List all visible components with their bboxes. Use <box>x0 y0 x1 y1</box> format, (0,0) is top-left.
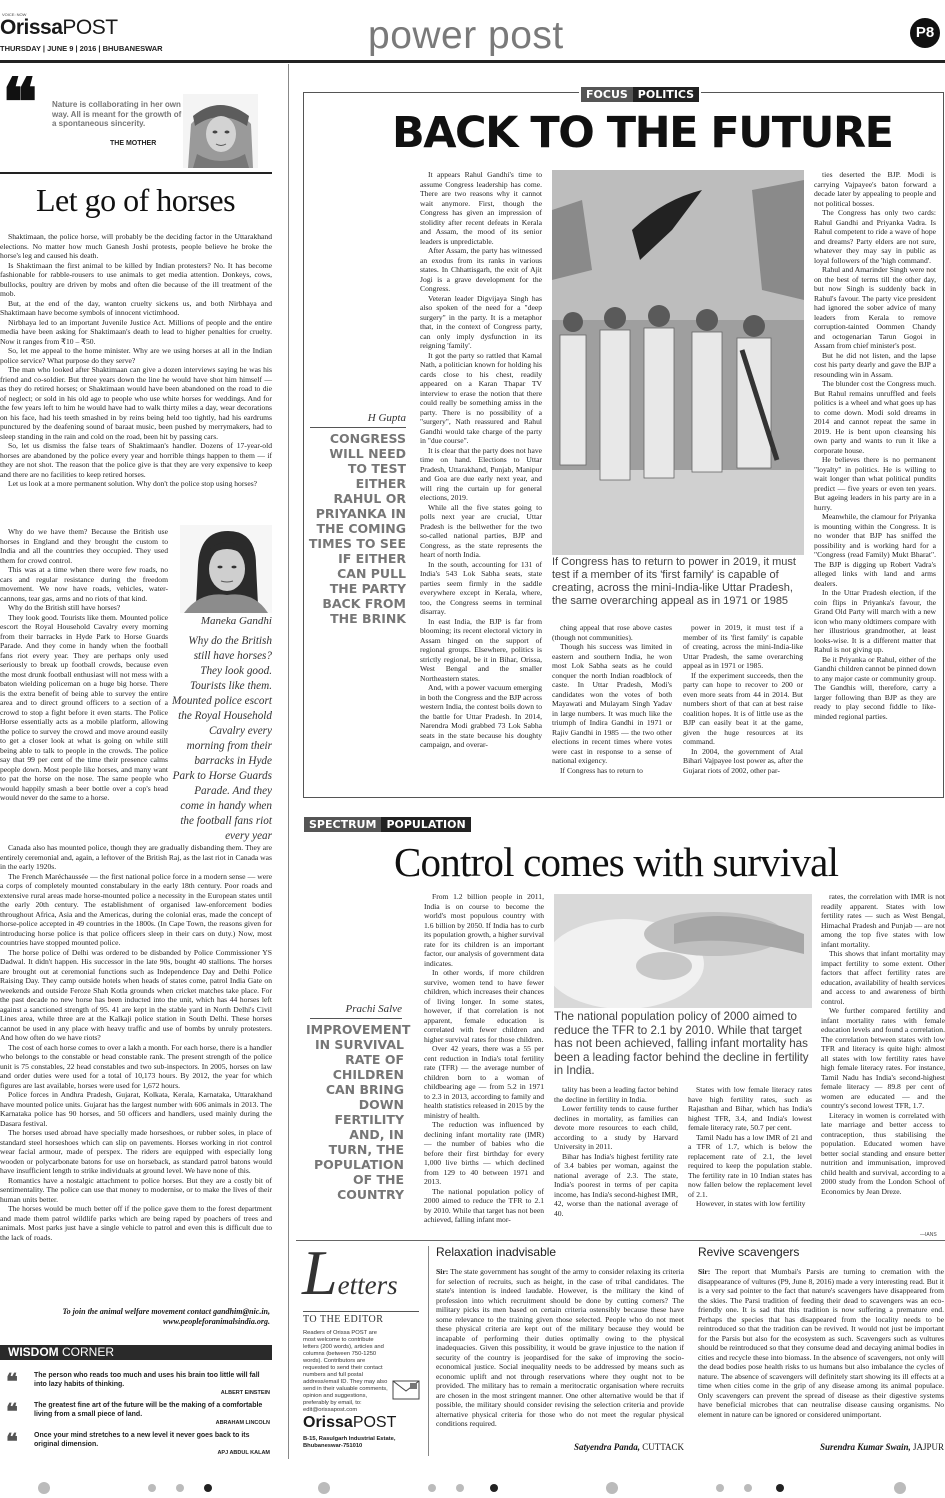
letters-logo-orissa: Orissa <box>303 1414 353 1431</box>
letter-1-signature: Satyendra Panda, <box>573 1442 640 1452</box>
control-byline: Prachi Salve <box>345 1003 402 1015</box>
reg-dot <box>456 1484 464 1492</box>
horses-paragraph: So, let me appeal to the home minister. Why are we using horses at all in the Indian police service? What purpose do they serve? <box>0 346 272 365</box>
future-paragraph: ties deserted the BJP. Modi is carrying Vajpayee's baton forward a decade later by appealing to people and not political bosses. <box>814 170 936 208</box>
maneka-gandhi-byline: Maneka Gandhi <box>200 615 272 627</box>
future-paragraph: It appears Rahul Gandhi's time to assume Congress leadership has come. There are two reasons why it cannot wait anymore. First, though the Congress has given an impression of stolidity after recent defeats in Kerala and Assam, the mood of its senior leaders is unpredictable. <box>420 170 542 246</box>
control-column-4 <box>821 892 945 1196</box>
letter-2-place: JAJPUR <box>912 1442 944 1452</box>
future-photo-caption: If Congress has to return to power in 2019, it must test if a member of its 'first family' is capable of creating, across the mini-India-like Uttar Pradesh, the same overarching appeal as in 1971 or 1985 <box>552 556 796 607</box>
baby-hands-photo <box>554 894 812 1008</box>
horses-paragraph: Police forces in Andhra Pradesh, Gujarat, Kolkata, Kerala, Karnataka, Uttarakhand have mounted police units. Gujarat has the largest number with 606 animals in 2013. The Karnataka police has 90 horses, and 50 officers and handlers, used mainly during the Dasara festival. <box>0 1090 272 1128</box>
control-paragraph: Tamil Nadu has a low IMR of 21 and a TFR of 1.7, which is below the replacement rate of 2.1, the level required to keep the population stable. The fertility rate in 10 Indian states has now fallen below the replacement level of 2.1. <box>688 1132 812 1199</box>
letter-2-body <box>698 1267 944 1419</box>
letters-title: etters <box>337 1270 398 1300</box>
reg-dot <box>606 1482 618 1494</box>
horses-body-bottom <box>0 843 272 1242</box>
masthead-brand <box>0 12 118 39</box>
letters-blurb: Readers of Orissa POST are most welcome to contribute letters (200 words), articles and columns (between 750-1250 words). Contributors are requested to send their contact numbers and full postal address/email ID. They may also send in their valuable comments, opinion and suggestions, preferably by email, to: edit@orissapost.com <box>303 1330 388 1413</box>
control-rule <box>310 1018 402 1019</box>
control-photo-caption: The national population policy of 2000 aimed to reduce the TFR to 2.1 by 2010. While that target has not been achieved, falling infant mortality has been a leading factor behind the decline in fertility in India. <box>554 1010 809 1077</box>
the-mother-photo <box>183 94 258 168</box>
wisdom-title-b: CORNER <box>62 1345 115 1359</box>
quote-author: THE MOTHER <box>110 140 157 147</box>
letter-2-title: Revive scavengers <box>698 1245 800 1259</box>
wisdom-corner-header <box>0 1345 272 1360</box>
wisdom-quote-author: ABRAHAM LINCOLN <box>215 1420 270 1426</box>
horses-body-top <box>0 232 272 489</box>
wisdom-quote-text: Once your mind stretches to a new level it never goes back to its original dimension. <box>34 1432 250 1448</box>
future-column-3 <box>683 623 803 775</box>
letters-logo <box>303 1414 396 1432</box>
horses-paragraph: The horses would be much better off if the police gave them to the forest department and made them patrol wildlife parks which are being raped by poachers of trees and animals. Most parks just have a single vehicle to patrol and even this is difficult due to the lack of roads. <box>0 1204 272 1242</box>
horses-paragraph: They look good. Tourists like them. Mounted police escort the Royal Household Cavalry every morning from their barracks in Hyde Park to Horse Guards Parade. And they come in handy when the football fans riot every year. They are perhaps only used seriously to break up football crowds, because even the most drunk football enthusiast will not mess with a baton wielding policeman on a huge big horse. There is the extra benefit of being able to survey the entire area and to direct ground officers to a section of a crowd to stop a fight before it even starts. The Police Horse essentially acts as a mobile platform, allowing the police to survey the crowd and move around easily to get a closer look at what is going on while still being able to talk to people in the crowds. The police say that 99 per cent of the time their presence calms people down. Most people like horses, and many want to pat the horse on the nose. The same people who would happily smash a beer bottle over a cop's head would never do the same to a horse. <box>0 612 168 802</box>
letters-masthead <box>302 1237 398 1308</box>
control-paragraph: Lower fertility tends to cause further declines in mortality, as families can devote more resources to each child, according to a study by Harvard University in 2011. <box>554 1104 678 1151</box>
control-end-mark: —IANS <box>920 1232 937 1238</box>
letter-1-place: CUTTACK <box>642 1442 684 1452</box>
letter-1-salutation: Sir: <box>436 1267 449 1276</box>
reg-dot <box>148 1484 156 1492</box>
control-column-3 <box>688 1085 812 1209</box>
quote-open-icon: ❝ <box>2 63 38 141</box>
horses-paragraph: The French Maréchaussée — the first national police force in a modern sense — were a corps of completely mounted constabulary in the early 18th century. Poor roads and extensive rural areas made horse-mounted police a necessity in the European states until the early 20th century. The establishment of organised law-enforcement bodies throughout Africa, Asia and the Americas, during the colonial eras, made the concept of horse-police accepted in 49 countries in the 1800s. (In Cape Town, the reasons given for introducing horse police is that police officers sleep in their cars on duty.) Now, most countries have stopped mounted police. <box>0 871 272 947</box>
horses-paragraph: The horses used abroad have specially made horseshoes, or rubber soles, in place of standard steel horseshoes which can slip on pavements. Horses working in riot control wear facial armour, made of perspex. The riders are equipped with especially long wooden or polycarbonate batons for use on horseback, as standard patrol batons would have insufficient length to strike individuals at ground level. We have none of this. <box>0 1128 272 1175</box>
quote-rule <box>0 172 272 174</box>
future-paragraph: In 2004, the government of Atal Bihari Vajpayee lost power as, after the Gujarat riots of 2002, other par- <box>683 746 803 775</box>
future-paragraph: After Assam, the party has witnessed an exodus from its ranks in various states. In Chhattisgarh, the exit of Ajit Jogi is a grave development for the Congress. <box>420 246 542 293</box>
horses-paragraph: So, let us dismiss the false tears of Shaktimaan's handler. Dozens of 17-year-old horses are abandoned by the police every year and horrible things happen to them — if they are not shot. The reason that the police give is that they are very expensive to keep and there are no facilities to keep retired horses. <box>0 441 272 479</box>
future-paragraph: ching appeal that rose above castes (though not communities). <box>552 623 672 642</box>
control-side-quote: IMPROVEMENT IN SURVIVAL RATE OF CHILDREN CAN BRING DOWN FERTILITY AND, IN TURN, THE POPULATION OF THE COUNTRY <box>306 1022 411 1202</box>
letter-1-body <box>436 1267 684 1429</box>
control-paragraph: States with low female literacy rates have high fertility rates, such as Rajasthan and Bihar, which has India's highest TFR, 3.4, and India's lowest female literacy rate, 50.7 per cent. <box>688 1085 812 1132</box>
future-headline: BACK TO THE FUTURE <box>392 108 893 158</box>
wisdom-quote-icon: ❝ <box>6 1369 18 1395</box>
future-rule <box>310 427 406 428</box>
future-paragraph: In the south, accounting for 131 of India's 543 Lok Sabha seats, state parties seem firmly in the saddle everywhere except in Kerala, where, too, the Congress seems in terminal disarray. <box>420 559 542 616</box>
letter-1-title: Relaxation inadvisable <box>436 1245 557 1259</box>
future-column-4 <box>814 170 936 721</box>
future-paragraph: And, with a power vacuum emerging in both the Congress and the BJP across western India, the contest boils down to the battle for Uttar Pradesh. In 2014, Narendra Modi grabbed 73 Lok Sabha seats in the state because his doughty campaign, and overar- <box>420 683 542 749</box>
future-paragraph: The blunder cost the Congress much. But Rahul remains unruffled and feels politics is a wheel and what goes up has to come down. Modi sold dreams in 2014 and cannot repeat the same in 2019. He is bent upon cleansing his own party and wants to run it like a corporate house. <box>814 379 936 455</box>
letters-top-rule <box>296 1240 945 1241</box>
horses-paragraph: The cost of each horse comes to over a lakh a month. For each horse, there is a handler who belongs to the constable or head constable rank. The present strength of the police unit is 75 constables, 22 head constables and two sub-inspectors. In 2005, horses on law and order duties were used for a total of 10,173 hours. By 2012, the year for which figures are last available, horses were used for 1,672 hours. <box>0 1042 272 1090</box>
tag-politics: POLITICS <box>633 87 699 102</box>
future-paragraph: While all the five states going to polls next year are crucial, Uttar Pradesh is the bellwether for the two so-called national parties, BJP and Congress, as the state represents the heart of north India. <box>420 502 542 559</box>
contact-line-2: www.peopleforanimalsindia.org. <box>162 1317 270 1326</box>
letter-1-text: The state government has sought of the army to consider relaxing its criteria for selection of recruits, such as height, in the case of tribal candidates. The state's intention is indeed laudable. However, is the military the kind of profession into which recruitment should be done by cutting corners? The military picks its men based on certain criteria ostensibly because these have some relevance to the training given those selected. People who do not meet these physical criteria are kept out of the military because they would be incapable of performing their duties optimally owing to the physical inadequacies. Given this possibility, it would be grave injustice to the nation if security of the country is jeopardised for the sake of improving the socio-economical justice. Social inequality needs to be addressed by means such as economic uplift and not through reservations where they ought not to be provided. The military has to remain a meritocratic organisation where recruits are chosen in the most stringent manner. One other alternative would be that if possible, the military should consider revising the selection criteria and provide alternative physical criteria for those who do not meet the regular physical conditions required. <box>436 1267 684 1428</box>
future-column-1 <box>420 170 542 750</box>
section-title: power post <box>368 14 564 57</box>
horses-paragraph: The man who looked after Shaktimaan can give a dozen interviews saying he was his friend and co-soldier. But three years down the line he would have shot him himself — as they do retired horses; or Shaktimaan would have been abandoned on the road to die of neglect; or sold in his old age to people who use white horses for weddings. And for the few years left to him he would have had to walk thirty miles a day, wear decorations on his face, had his teeth smashed in by reins being held too tightly, had his eardrums punctured by the deafening sound of baraat music, been pushed by merrymakers, had to sleep standing in the rain and cold on the road, been hit by passing cars. <box>0 365 272 441</box>
column-divider <box>288 64 289 1459</box>
tag-focus: FOCUS <box>581 87 633 102</box>
control-paragraph: The national population policy of 2000 aimed to reduce the TFR to 2.1 by 2010. While that target has not been achieved, falling infant mor- <box>424 1186 544 1224</box>
control-paragraph: Bihar has India's highest fertility rate of 3.4 babies per woman, against the national average of 2.3. The state, India's poorest in terms of per capita income, has India's second-highest IMR, 42, worse than the national average of 40. <box>554 1151 678 1218</box>
letter-2-salutation: Sir: <box>698 1267 711 1276</box>
wisdom-quote <box>34 1402 270 1428</box>
future-column-2 <box>552 623 672 775</box>
future-paragraph: If Congress has to return to <box>560 765 643 775</box>
control-paragraph: tality has been a leading factor behind the decline in fertility in India. <box>554 1085 678 1104</box>
control-paragraph: From 1.2 billion people in 2011, India is on course to become the world's most populous country with 1.6 billion by 2050. If India has to curb its population growth, a higher survival rate for its children is an important factor, our analysis of government data indicates. <box>424 892 544 968</box>
quote-text: Nature is collaborating in her own way. All is meant for the growth of a spontaneous sincerity. <box>52 100 182 128</box>
horses-paragraph: This was at a time when there were few roads, no cars and regular resistance during the freedom movement. We now have roads, vehicles, water-cannons, tear gas, arms and no riots of that kind. <box>0 565 168 603</box>
letter-2-text: The report that Mumbai's Parsis are turning to cremation with the disappearance of vultures (P9, June 8, 2016) made a very interesting read. But it is a very sad pointer to the fact that nature's scavengers have disappeared from the skies. The Parsi tradition of feeding their dead to scavengers was an eco-friendly one. It is sad that this tradition is now suffering a premature end. Perhaps the species that has disappeared from the locality needs to be reintroduced so that the tradition can be revived. It would not just be important for the Parsis but also for the ecosystem as such. Scavengers such as vultures should be reintroduced so that they consume dead and decaying animal bodies in cities and recycle these into biomass. In the absence of scavengers, not only will the dead bodies pose health risks to us humans but also imbalance the cycles of nature. The absence of scavengers will definitely start showing its ill effects at a time when cities come in the grip of any disease among its animal populace. Only scavengers can prevent the spread of disease as their digestive systems have beneficial microbes that can neutralise disease causing organisms. No element in nature can be ignored or considered unimportant. <box>698 1267 945 1419</box>
letter-1-signoff <box>436 1442 684 1452</box>
brand-post: POST <box>62 16 118 39</box>
reg-dot <box>318 1482 330 1494</box>
letters-initial: L <box>302 1237 338 1308</box>
control-column-2 <box>554 1085 678 1218</box>
horses-paragraph: But, at the end of the day, wanton cruelty sickens us, and both Nirbhaya and Shaktimaan have become symbols of innocent victimhood. <box>0 298 272 317</box>
future-side-quote: CONGRESS WILL NEED TO TEST EITHER RAHUL OR PRIYANKA IN THE COMING TIMES TO SEE IF EITHER CAN PULL THE PARTY BACK FROM THE BRINK <box>308 431 406 626</box>
letters-divider <box>428 1246 429 1456</box>
reg-dot <box>204 1484 212 1492</box>
future-paragraph: The Congress has only two cards: Rahul Gandhi and Priyanka Vadra. Is Rahul competent to ride a wave of hope and dreams? Party elders are not sure, whatever they may say in public as loyal followers of the 'high command'. <box>814 208 936 265</box>
reg-dot <box>776 1484 784 1492</box>
horses-paragraph: Is Shaktimaan the first animal to be killed by Indian protesters? No. It has become fashionable for rabble-rousers to use animals to get media attention. Donkeys, cows, bullocks, poultry are driven by mobs and often die because of the ill treatment of the mob. <box>0 260 272 298</box>
brand-orissa: Orissa <box>0 16 63 39</box>
control-paragraph: The reduction was influenced by declining infant mortality rate (IMR) — the number of babies who die before their first birthday for every 1,000 live births — which declined from 129 to 40 between 1971 and 2013. <box>424 1120 544 1186</box>
future-paragraph: In the Uttar Pradesh election, if the coin flips in Priyanka's favour, the Grand Old Party will march with a new icon who many oldtimers compare with her illustrious grandmother, at least looks-wise. It is a different matter that Rahul is not giving up. <box>814 588 936 654</box>
future-byline: H Gupta <box>367 412 406 424</box>
wisdom-quote-text: The greatest fine art of the future will be the making of a comfortable living from a small piece of land. <box>34 1402 263 1418</box>
future-paragraph: Meanwhile, the clamour for Priyanka is mounting within the Congress. It is no wonder that BJP has sniffed the possibility and is working hard for a "Congress (read Family) Mukt Bharat". The BJP is digging up Robert Vadra's alleged links with land and arms dealers. <box>814 512 936 588</box>
future-paragraph: Be it Priyanka or Rahul, either of the Gandhi children cannot be pinned down to any major caste or community group. The Gandhis will, therefore, carry a larger following than BJP as they are ready to play second fiddle to like-minded regional parties. <box>814 654 936 721</box>
control-column-1 <box>424 892 544 1225</box>
letters-subtitle-rule <box>303 1311 419 1312</box>
horses-paragraph: Romantics have a nostalgic attachment to police horses. But they are a costly bit of sentimentality. The police can use that money to modernise, or to make the lives of their human units better. <box>0 1175 272 1204</box>
wisdom-quote-author: APJ ABDUL KALAM <box>217 1450 270 1456</box>
maneka-gandhi-photo <box>180 525 272 613</box>
reg-dot <box>716 1484 724 1492</box>
envelope-icon <box>392 1377 420 1401</box>
control-paragraph: This shows that infant mortality may impact fertility to some extent. Other factors that affect fertility rates are education, availability of health services and access to and awareness of birth control. <box>821 949 945 1006</box>
horses-body-narrow <box>0 527 168 803</box>
tag-spectrum: SPECTRUM <box>304 817 381 832</box>
future-paragraph: Though his success was limited in eastern and southern India, he won most Lok Sabha seats as he could conquer the north Indian roadblock of caste. In Uttar Pradesh, Modi's candidates won the votes of both Mayawati and Mulayam Singh Yadav in large numbers. It was much like the triumph of Indira Gandhi in 1971 or Rajiv Gandhi in 1985 — the two other elections in recent times where votes were cast in response to a sense of national exigency. <box>552 642 672 765</box>
control-headline: Control comes with survival <box>394 839 839 885</box>
registration-marks <box>0 1470 945 1498</box>
control-paragraph: In other words, if more children survive, women tend to have fewer children, which increases their chances of living longer. In some states, however, if that correlation is not apparent, female education is correlated with fewer children and higher survival rates for those children. <box>424 968 544 1044</box>
future-paragraph: It got the party so rattled that Kamal Nath, a politician known for holding his cards close to his chest, readily appeared on a Karan Thapar TV interview to erase the notion that there could really be something amiss in the party. There is no possibility of a "surgery", Nath reassured and Rahul Gandhi would take charge of the party in "due course". <box>420 350 542 445</box>
contact-line-1: To join the animal welfare movement contact gandhim@nic.in, <box>62 1307 270 1316</box>
letter-2-signoff <box>698 1442 944 1452</box>
letters-address: B-15, Rasulgarh Industrial Estate, Bhubaneswar-751010 <box>303 1436 396 1449</box>
reg-dot <box>490 1484 498 1492</box>
tag-population: POPULATION <box>381 817 470 832</box>
future-paragraph: But he did not listen, and the lapse cost his party dearly and gave the BJP a resounding win in Assam. <box>814 350 936 379</box>
horses-side-quote: Why do the British still have horses? They look good. Tourists like them. Mounted police escort the Royal Household Cavalry every morning from their barracks in Hyde Park to Horse Guards Parade. And they come in handy when the football fans riot every year <box>171 635 272 842</box>
wisdom-quote <box>34 1432 270 1458</box>
future-paragraph: He believes there is no permanent "loyalty" in politics. He is willing to wait longer than what political pundits predict — five years or even ten years. But ageing leaders in his party are in a hurry. <box>814 455 936 512</box>
horses-paragraph: Why do we have them? Because the British use horses in England and they brought the custom to India and all the countries they occupied. They used them for crowd control. <box>0 527 168 565</box>
wisdom-quote-icon: ❝ <box>6 1399 18 1425</box>
horses-paragraph: Nirbhaya led to an important Juvenile Justice Act. Millions of people and the entire media have been asking for Shaktimaan's death to lead to higher penalties for cruelty. Now it ranges from ₹10 – ₹50. <box>0 317 272 346</box>
future-paragraph: power in 2019, it must test if a member of its 'first family' is capable of creating, across the mini-India-like Uttar Pradesh, the same overarching appeal as in 1971 or 1985. <box>683 623 803 670</box>
header-rule <box>0 60 945 63</box>
congress-leaders-photo <box>552 170 804 555</box>
brand-tagline: VOICE: NOW <box>2 12 27 17</box>
horses-paragraph: Canada also has mounted police, though they are gradually disbanding them. They are entirely ceremonial and, again, a leftover of the British Raj, as the last riot in Canada was in the early 1920s. <box>0 843 272 871</box>
horses-paragraph: Why do the British still have horses? <box>8 603 121 612</box>
wisdom-quote-icon: ❝ <box>6 1429 18 1455</box>
future-paragraph: If the experiment succeeds, then the party can hope to recover to 200 or even more seats from 44 in 2014. But numbers short of that can at best raise coalition hopes. It is of little use as the BJP can easily beat it at the game, given the huge resources at its command. <box>683 670 803 746</box>
reg-dot <box>38 1482 50 1494</box>
dateline: THURSDAY | JUNE 9 | 2016 | BHUBANESWAR <box>0 44 163 53</box>
future-paragraph: Veteran leader Digvijaya Singh has also spoken of the need for a "deep surgery" in the party. It is a metaphor that, in the context of Congress party, can only imply dysfunction in its reigning 'family'. <box>420 293 542 350</box>
horses-paragraph: Let us look at a more permanent solution. Why don't the police stop using horses? <box>8 479 258 488</box>
reg-dot <box>894 1482 906 1494</box>
future-tags <box>579 85 701 103</box>
horses-paragraph: The horse police of Delhi was ordered to be disbanded by Police Commissioner YS Dadwal. It didn't happen. His successor in the late 90s, bought 40 stallions. The horses are brought out at ceremonial functions such as Independence Day and Delhi Police Raising Day. They camp outside hotels when heads of states come, patrol India Gate on weekends and outside Feroze Shah Kotla grounds when cricket matches take place. For the past decade no new horse has been inducted into the unit, which has 44 horses left against a sanctioned strength of 95. 41 are kept in the stable yard in North Delhi's Civil Lines area, while three are at the Kalkaji police station in South Delhi. These horses cannot be used in any place with heavy traffic and use of bombs by unruly protesters. And how often do we have riots? <box>0 947 272 1042</box>
wisdom-quote <box>34 1372 270 1398</box>
control-paragraph: Literacy in women is correlated with late marriage and better access to contraception, thus stabilising the population. Educated women have better social standing and ensure better nutrition and immunisation, improved child health and survival, according to a 2000 study from the London School of Economics by Jean Dreze. <box>821 1110 945 1196</box>
horses-paragraph: Shaktimaan, the police horse, will probably be the deciding factor in the Uttarakhand elections. No matter how much Ganesh Joshi protests, people believe he broke the horse's leg and caused his death. <box>0 232 272 260</box>
page-number-badge <box>910 18 940 48</box>
wisdom-quote-author: ALBERT EINSTEIN <box>220 1390 270 1396</box>
control-paragraph: Over 42 years, there was a 55 per cent reduction in India's total fertility rate (TFR) — the average number of children born to a woman of childbearing age — from 5.2 in 1971 to 2.3 in 2013, according to family and health statistics released in 2015 by the ministry of health. <box>424 1044 544 1120</box>
reg-dot <box>176 1484 184 1492</box>
letters-logo-post: POST <box>352 1414 397 1431</box>
reg-dot <box>428 1484 436 1492</box>
control-tags <box>304 815 471 833</box>
letters-subtitle: TO THE EDITOR <box>303 1314 384 1325</box>
control-paragraph: However, in states with low fertility <box>696 1199 806 1208</box>
wisdom-quote-text: The person who reads too much and uses his brain too little will fall into lazy habits of thinking. <box>34 1372 260 1388</box>
horses-contact <box>0 1307 270 1327</box>
control-paragraph: rates, the correlation with IMR is not readily apparent. States with low fertility rates — such as West Bengal, Himachal Pradesh and Punjab — are not among the top five states with low infant mortality. <box>821 892 945 949</box>
future-paragraph: It is clear that the party does not have time on hand. Elections to Uttar Pradesh, Uttarakhand, Punjab, Manipur and Goa are due early next year, and will ring the curtain up for general elections, 2019. <box>420 445 542 502</box>
horses-headline: Let go of horses <box>36 182 236 218</box>
control-paragraph: We further compared fertility and infant mortality rates with female education levels and found a correlation. The correlation between states with low TFR and literacy is quite high: almost all states with low fertility rates have high female literacy rates. For instance, Tamil Nadu has India's second-highest female literacy — 89.8 per cent of women are educated — and the country's second lowest TFR, 1.7. <box>821 1006 945 1110</box>
reg-dot <box>744 1484 752 1492</box>
future-paragraph: In east India, the BJP is far from blooming; its recent electoral victory in Assam hinged on the support of regional groups. Elsewhere, politics is strictly regional, be it in Bihar, Orissa, West Bengal and the smaller Northeastern states. <box>420 616 542 683</box>
page-number: P8 <box>915 24 935 41</box>
wisdom-title-a: WISDOM <box>8 1345 59 1359</box>
future-paragraph: Rahul and Amarinder Singh were not on the best of terms till the other day, but now Singh is suddenly back in Rahul's favour. The party vice president had ignored the sober advice of many leaders from Kerala to remove corruption-tainted Oommen Chandy and octogenarian Tarun Gogoi in Assam from chief minister's post. <box>814 265 936 350</box>
letter-2-signature: Surendra Kumar Swain, <box>819 1442 911 1452</box>
